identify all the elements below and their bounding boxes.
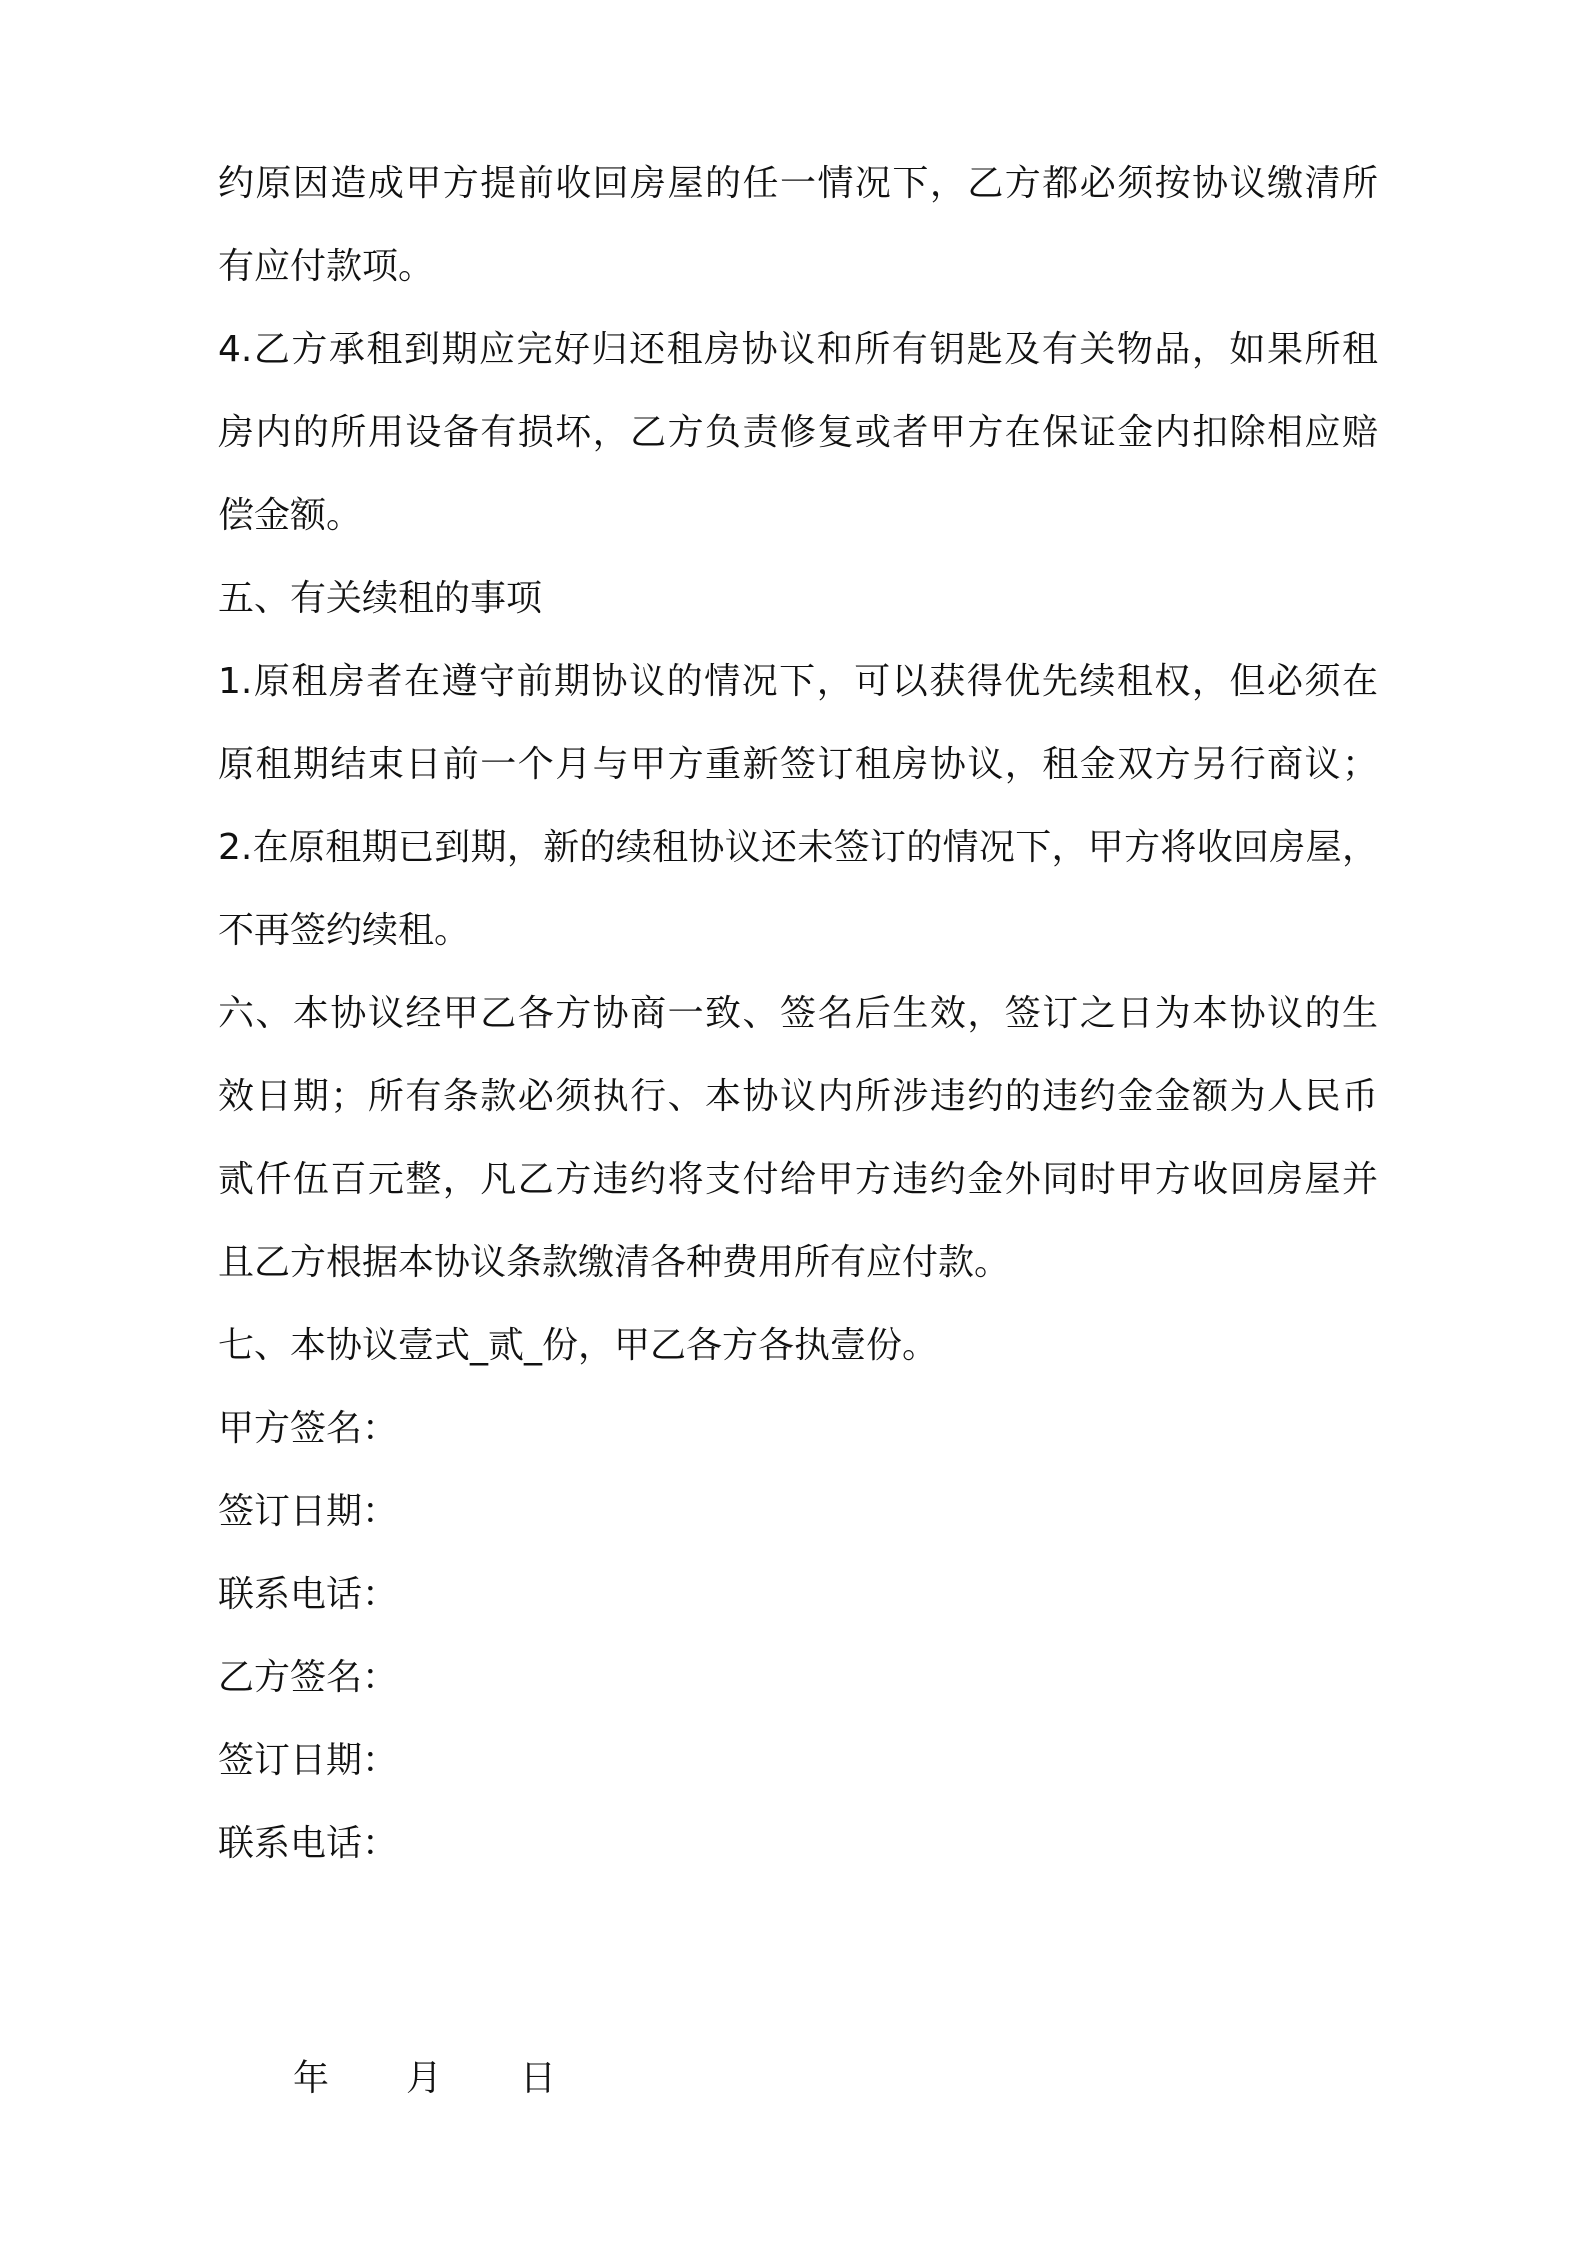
party-a-date-label: 签订日期： [218, 1491, 399, 1532]
paragraph-line: 原租期结束日前一个月与甲方重新签订租房协议，租金双方另行商议； [218, 744, 1378, 785]
paragraph-line: 4.乙方承租到期应完好归还租房协议和所有钥匙及有关物品，如果所租 [218, 329, 1378, 370]
party-a-signature-label: 甲方签名： [218, 1408, 399, 1449]
paragraph-line: 房内的所用设备有损坏，乙方负责修复或者甲方在保证金内扣除相应赔 [218, 412, 1378, 453]
section-heading: 七、本协议壹式_贰_份，甲乙各方各执壹份。 [218, 1325, 939, 1366]
document-body [218, 142, 1378, 2099]
paragraph-line: 且乙方根据本协议条款缴清各种费用所有应付款。 [218, 1242, 1011, 1283]
paragraph-line: 有应付款项。 [218, 246, 435, 287]
paragraph-line: 2.在原租期已到期，新的续租协议还未签订的情况下，甲方将收回房屋， [218, 827, 1378, 868]
day-label: 日 [520, 2058, 557, 2099]
paragraph-line: 贰仟伍百元整，凡乙方违约将支付给甲方违约金外同时甲方收回房屋并 [218, 1159, 1378, 1200]
party-b-date-label: 签订日期： [218, 1740, 399, 1781]
paragraph-line: 偿金额。 [218, 495, 363, 536]
party-b-signature-label: 乙方签名： [218, 1657, 399, 1698]
paragraph-line: 六、本协议经甲乙各方协商一致、签名后生效，签订之日为本协议的生 [218, 993, 1378, 1034]
paragraph-line: 约原因造成甲方提前收回房屋的任一情况下，乙方都必须按协议缴清所 [218, 163, 1378, 204]
month-label: 月 [406, 2058, 443, 2099]
party-b-phone-label: 联系电话： [218, 1823, 399, 1864]
paragraph-line: 效日期；所有条款必须执行、本协议内所涉违约的违约金金额为人民币 [218, 1076, 1378, 1117]
party-a-phone-label: 联系电话： [218, 1574, 399, 1615]
paragraph-line: 1.原租房者在遵守前期协议的情况下，可以获得优先续租权，但必须在 [218, 661, 1378, 702]
year-label: 年 [293, 2058, 330, 2099]
section-heading: 五、有关续租的事项 [218, 578, 543, 619]
paragraph-line: 不再签约续租。 [218, 910, 471, 951]
